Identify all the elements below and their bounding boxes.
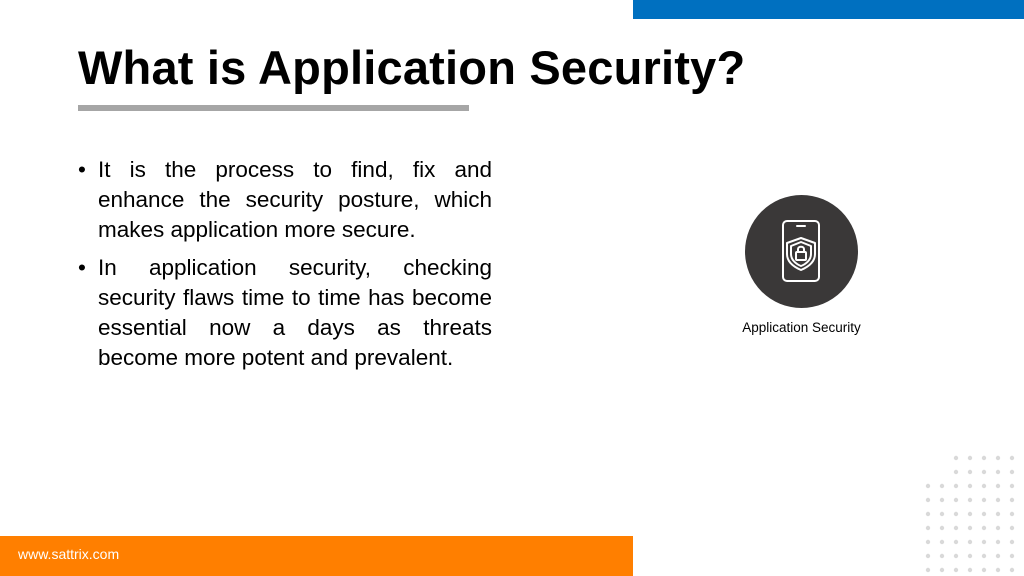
dot bbox=[982, 540, 986, 544]
dot bbox=[982, 554, 986, 558]
dot bbox=[1010, 470, 1014, 474]
dot bbox=[954, 484, 958, 488]
dot bbox=[968, 554, 972, 558]
dot bbox=[1010, 512, 1014, 516]
dot bbox=[968, 540, 972, 544]
list-item bbox=[78, 253, 492, 373]
dot bbox=[926, 512, 930, 516]
bullet-dot: • bbox=[78, 157, 86, 182]
dot bbox=[968, 470, 972, 474]
dot bbox=[940, 484, 944, 488]
icon-badge bbox=[745, 195, 858, 308]
dot bbox=[968, 456, 972, 460]
dot bbox=[940, 554, 944, 558]
list-item bbox=[78, 155, 492, 245]
dot bbox=[982, 526, 986, 530]
dot bbox=[954, 456, 958, 460]
dot bbox=[982, 484, 986, 488]
dot bbox=[954, 470, 958, 474]
page-title: What is Application Security? bbox=[78, 41, 746, 94]
dot bbox=[940, 512, 944, 516]
dot bbox=[996, 568, 1000, 572]
dot bbox=[954, 512, 958, 516]
dot bbox=[1010, 498, 1014, 502]
dot bbox=[968, 568, 972, 572]
dot bbox=[940, 568, 944, 572]
dot bbox=[926, 484, 930, 488]
footer-bar bbox=[0, 536, 633, 576]
dot bbox=[968, 512, 972, 516]
dot bbox=[982, 568, 986, 572]
dot bbox=[926, 554, 930, 558]
dot bbox=[954, 498, 958, 502]
top-accent-bar bbox=[633, 0, 1024, 19]
dot bbox=[996, 512, 1000, 516]
bullet-text: It is the process to find, fix and enhance the security posture, which makes application more secure. bbox=[98, 157, 492, 242]
dot bbox=[926, 498, 930, 502]
dot bbox=[1010, 484, 1014, 488]
dot bbox=[1010, 456, 1014, 460]
icon-label: Application Security bbox=[742, 320, 861, 335]
footer-url[interactable]: www.sattrix.com bbox=[18, 546, 120, 562]
dot-pattern-decoration bbox=[922, 452, 1024, 576]
dot bbox=[1010, 540, 1014, 544]
dot bbox=[954, 526, 958, 530]
dot bbox=[982, 456, 986, 460]
dot bbox=[968, 484, 972, 488]
dot bbox=[982, 470, 986, 474]
dot bbox=[982, 498, 986, 502]
dot bbox=[1010, 526, 1014, 530]
bullet-list bbox=[78, 155, 492, 381]
dot bbox=[1010, 554, 1014, 558]
dot bbox=[926, 526, 930, 530]
dot bbox=[954, 554, 958, 558]
dot bbox=[996, 540, 1000, 544]
dot bbox=[982, 512, 986, 516]
dot bbox=[940, 526, 944, 530]
dot bbox=[996, 554, 1000, 558]
dot bbox=[1010, 568, 1014, 572]
dot bbox=[954, 568, 958, 572]
dot bbox=[996, 470, 1000, 474]
dot bbox=[996, 484, 1000, 488]
dot bbox=[968, 498, 972, 502]
title-underline bbox=[78, 105, 469, 111]
dot bbox=[996, 456, 1000, 460]
dot bbox=[968, 526, 972, 530]
bullet-dot: • bbox=[78, 255, 86, 280]
dot bbox=[996, 526, 1000, 530]
dot bbox=[940, 498, 944, 502]
dot bbox=[926, 540, 930, 544]
bullet-text: In application security, checking security flaws time to time has become essential now a days as threats become more potent and prevalent. bbox=[98, 255, 492, 370]
dot bbox=[926, 568, 930, 572]
dot bbox=[940, 540, 944, 544]
dot bbox=[996, 498, 1000, 502]
dot bbox=[954, 540, 958, 544]
mobile-shield-lock-icon bbox=[745, 195, 858, 308]
